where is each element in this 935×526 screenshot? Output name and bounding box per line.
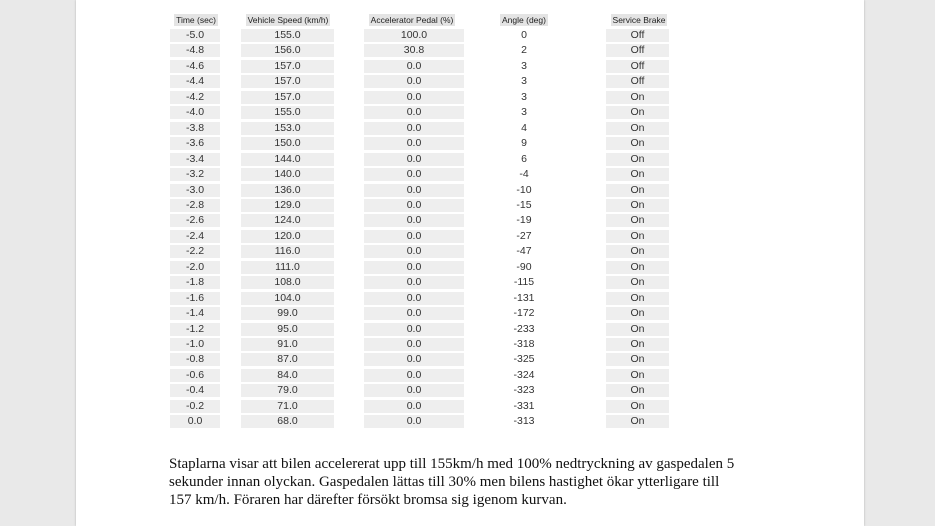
cell-angle: 4 <box>521 121 527 134</box>
table-row <box>76 28 864 43</box>
cell-time: -1.6 <box>170 292 220 305</box>
cell-angle: -90 <box>516 260 532 273</box>
cell-brake: On <box>606 307 669 320</box>
cell-angle: 9 <box>521 137 527 150</box>
cell-accelerator: 0.0 <box>364 384 464 397</box>
cell-speed: 155.0 <box>241 106 334 119</box>
cell-time: -3.8 <box>170 122 220 135</box>
table-row <box>76 43 864 58</box>
cell-speed: 129.0 <box>241 199 334 212</box>
table-row <box>76 198 864 213</box>
document-page <box>76 0 864 526</box>
header-angle-label: Angle (deg) <box>502 15 546 25</box>
cell-speed: 157.0 <box>241 60 334 73</box>
header-accelerator-label: Accelerator Pedal (%) <box>370 15 454 25</box>
caption-paragraph <box>169 455 809 509</box>
cell-time: -4.2 <box>170 91 220 104</box>
cell-angle: -47 <box>516 245 532 258</box>
cell-time: -2.2 <box>170 245 220 258</box>
table-row <box>76 322 864 337</box>
cell-time: -1.0 <box>170 338 220 351</box>
cell-time: -3.6 <box>170 137 220 150</box>
cell-brake: On <box>606 261 669 274</box>
header-time <box>170 14 222 26</box>
cell-angle: -115 <box>513 276 535 289</box>
table-row <box>76 121 864 136</box>
cell-time: -0.6 <box>170 369 220 382</box>
cell-speed: 120.0 <box>241 230 334 243</box>
cell-time: -3.0 <box>170 184 220 197</box>
table-row <box>76 306 864 321</box>
cell-speed: 108.0 <box>241 276 334 289</box>
caption-line: Staplarna visar att bilen accelererat upp till 155km/h med 100% nedtryckning av gaspedalen 5 <box>169 456 735 472</box>
cell-speed: 91.0 <box>241 338 334 351</box>
cell-speed: 99.0 <box>241 307 334 320</box>
table-row <box>76 229 864 244</box>
cell-time: -2.4 <box>170 230 220 243</box>
table-row <box>76 291 864 306</box>
cell-accelerator: 0.0 <box>364 122 464 135</box>
cell-brake: On <box>606 214 669 227</box>
cell-angle: -15 <box>516 198 532 211</box>
cell-time: -2.6 <box>170 214 220 227</box>
cell-accelerator: 0.0 <box>364 75 464 88</box>
cell-angle: 3 <box>521 90 527 103</box>
table-row <box>76 368 864 383</box>
cell-accelerator: 0.0 <box>364 307 464 320</box>
cell-time: -4.4 <box>170 75 220 88</box>
cell-brake: On <box>606 230 669 243</box>
cell-accelerator: 0.0 <box>364 323 464 336</box>
cell-angle: -10 <box>516 183 532 196</box>
header-angle <box>494 14 554 26</box>
cell-speed: 153.0 <box>241 122 334 135</box>
cell-accelerator: 0.0 <box>364 415 464 428</box>
cell-brake: Off <box>606 60 669 73</box>
cell-speed: 140.0 <box>241 168 334 181</box>
table-row <box>76 74 864 89</box>
table-row <box>76 90 864 105</box>
cell-angle: 3 <box>521 106 527 119</box>
cell-brake: On <box>606 184 669 197</box>
cell-time: 0.0 <box>170 415 220 428</box>
cell-time: -4.8 <box>170 44 220 57</box>
cell-brake: On <box>606 292 669 305</box>
cell-angle: 2 <box>521 44 527 57</box>
table-row <box>76 383 864 398</box>
cell-time: -3.4 <box>170 153 220 166</box>
cell-brake: On <box>606 400 669 413</box>
cell-brake: On <box>606 338 669 351</box>
header-brake <box>605 14 673 26</box>
cell-angle: -331 <box>513 399 535 412</box>
cell-angle: -318 <box>513 338 535 350</box>
cell-angle: -325 <box>513 353 535 366</box>
cell-time: -0.4 <box>170 384 220 397</box>
cell-accelerator: 0.0 <box>364 292 464 305</box>
cell-angle: 0 <box>521 29 527 41</box>
cell-speed: 157.0 <box>241 91 334 104</box>
cell-accelerator: 0.0 <box>364 137 464 150</box>
cell-angle: -27 <box>516 229 532 242</box>
cell-time: -1.2 <box>170 323 220 336</box>
table-row <box>76 399 864 414</box>
header-accelerator <box>362 14 462 26</box>
cell-time: -4.6 <box>170 60 220 73</box>
table-row <box>76 59 864 74</box>
cell-brake: On <box>606 122 669 135</box>
cell-brake: On <box>606 353 669 366</box>
cell-time: -1.8 <box>170 276 220 289</box>
cell-speed: 150.0 <box>241 137 334 150</box>
cell-brake: On <box>606 137 669 150</box>
cell-accelerator: 0.0 <box>364 245 464 258</box>
cell-time: -0.2 <box>170 400 220 413</box>
caption-line: sekunder innan olyckan. Gaspedalen lättas till 30% men bilens hastighet ökar ytterligare till <box>169 474 720 490</box>
cell-brake: On <box>606 199 669 212</box>
cell-brake: On <box>606 369 669 382</box>
cell-angle: -323 <box>513 384 535 397</box>
header-time-label: Time (sec) <box>176 15 216 25</box>
cell-angle: -324 <box>513 368 535 381</box>
cell-time: -5.0 <box>170 29 220 42</box>
table-row <box>76 275 864 290</box>
cell-speed: 71.0 <box>241 400 334 413</box>
cell-brake: On <box>606 384 669 397</box>
cell-angle: -19 <box>516 214 532 227</box>
cell-time: -4.0 <box>170 106 220 119</box>
table-row <box>76 244 864 259</box>
cell-brake: On <box>606 153 669 166</box>
cell-accelerator: 0.0 <box>364 91 464 104</box>
cell-accelerator: 100.0 <box>364 29 464 42</box>
cell-brake: Off <box>606 44 669 57</box>
cell-speed: 124.0 <box>241 214 334 227</box>
cell-accelerator: 0.0 <box>364 106 464 119</box>
cell-brake: On <box>606 276 669 289</box>
table-row <box>76 167 864 182</box>
cell-speed: 79.0 <box>241 384 334 397</box>
cell-speed: 104.0 <box>241 292 334 305</box>
cell-angle: 6 <box>521 152 527 165</box>
cell-accelerator: 0.0 <box>364 400 464 413</box>
cell-time: -2.8 <box>170 199 220 212</box>
table-row <box>76 352 864 367</box>
cell-speed: 84.0 <box>241 369 334 382</box>
cell-accelerator: 0.0 <box>364 276 464 289</box>
cell-time: -2.0 <box>170 261 220 274</box>
header-speed <box>239 14 337 26</box>
header-speed-label: Vehicle Speed (km/h) <box>247 15 329 25</box>
cell-accelerator: 0.0 <box>364 60 464 73</box>
table-row <box>76 136 864 151</box>
cell-angle: -233 <box>513 322 535 335</box>
cell-speed: 111.0 <box>241 261 334 274</box>
cell-angle: 3 <box>521 59 527 72</box>
cell-brake: On <box>606 245 669 258</box>
cell-angle: -131 <box>513 291 535 304</box>
cell-speed: 144.0 <box>241 153 334 166</box>
cell-speed: 157.0 <box>241 75 334 88</box>
table-row <box>76 337 864 352</box>
cell-accelerator: 30.8 <box>364 44 464 57</box>
cell-brake: Off <box>606 29 669 42</box>
cell-accelerator: 0.0 <box>364 369 464 382</box>
cell-accelerator: 0.0 <box>364 168 464 181</box>
cell-time: -3.2 <box>170 168 220 181</box>
table-row <box>76 414 864 429</box>
cell-brake: Off <box>606 75 669 88</box>
cell-brake: On <box>606 415 669 428</box>
cell-speed: 156.0 <box>241 44 334 57</box>
table-row <box>76 260 864 275</box>
cell-brake: On <box>606 91 669 104</box>
cell-speed: 155.0 <box>241 29 334 42</box>
cell-accelerator: 0.0 <box>364 199 464 212</box>
table-row <box>76 183 864 198</box>
cell-speed: 68.0 <box>241 415 334 428</box>
cell-accelerator: 0.0 <box>364 261 464 274</box>
cell-brake: On <box>606 323 669 336</box>
cell-brake: On <box>606 106 669 119</box>
cell-speed: 95.0 <box>241 323 334 336</box>
cell-accelerator: 0.0 <box>364 338 464 351</box>
cell-accelerator: 0.0 <box>364 153 464 166</box>
cell-speed: 136.0 <box>241 184 334 197</box>
cell-accelerator: 0.0 <box>364 353 464 366</box>
cell-angle: 3 <box>521 75 527 88</box>
table-row <box>76 105 864 120</box>
caption-line: 157 km/h. Föraren har därefter försökt bromsa sig igenom kurvan. <box>169 492 567 508</box>
cell-time: -0.8 <box>170 353 220 366</box>
cell-accelerator: 0.0 <box>364 214 464 227</box>
cell-angle: -4 <box>519 168 529 181</box>
cell-angle: -172 <box>513 307 535 320</box>
cell-speed: 116.0 <box>241 245 334 258</box>
cell-brake: On <box>606 168 669 181</box>
header-brake-label: Service Brake <box>612 15 666 25</box>
table-row <box>76 213 864 228</box>
cell-speed: 87.0 <box>241 353 334 366</box>
cell-time: -1.4 <box>170 307 220 320</box>
cell-angle: -313 <box>513 415 535 428</box>
table-row <box>76 152 864 167</box>
cell-accelerator: 0.0 <box>364 184 464 197</box>
cell-accelerator: 0.0 <box>364 230 464 243</box>
